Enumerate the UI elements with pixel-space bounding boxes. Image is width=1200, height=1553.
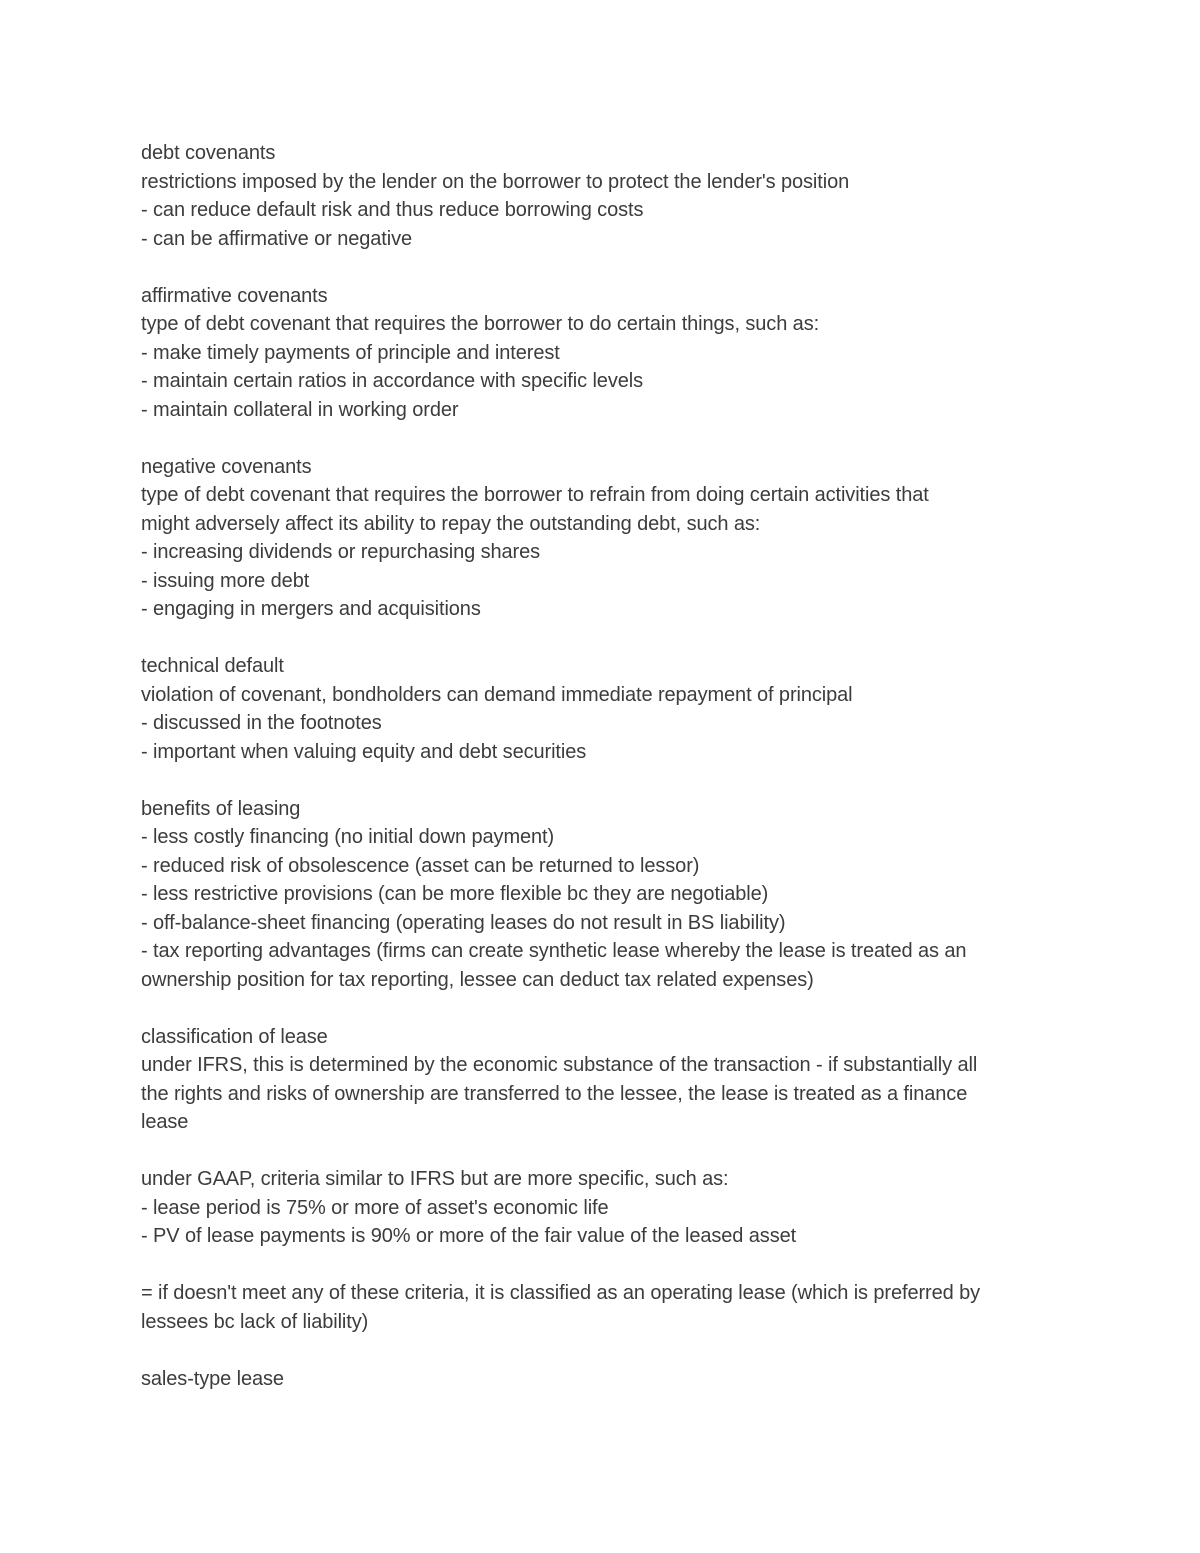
- text-line: violation of covenant, bondholders can demand immediate repayment of principal: [141, 683, 853, 706]
- blank-line: [141, 1251, 1081, 1280]
- blank-line: [141, 1137, 1081, 1166]
- text-line: lessees bc lack of liability): [141, 1310, 369, 1333]
- text-line: - lease period is 75% or more of asset's economic life: [141, 1196, 609, 1219]
- document-page: [141, 139, 1081, 1393]
- text-line: technical default: [141, 655, 284, 677]
- text-line: - maintain certain ratios in accordance with specific levels: [141, 370, 643, 392]
- text-line: affirmative covenants: [141, 284, 328, 307]
- text-line: - reduced risk of obsolescence (asset can be returned to lessor): [141, 854, 700, 877]
- text-line: classification of lease: [141, 1025, 328, 1048]
- text-line: negative covenants: [141, 455, 312, 478]
- text-line: - can be affirmative or negative: [141, 227, 413, 250]
- text-line: under IFRS, this is determined by the economic substance of the transaction - if substantially all: [141, 1054, 978, 1076]
- text-line: - increasing dividends or repurchasing shares: [141, 541, 541, 563]
- text-line: - discussed in the footnotes: [141, 712, 382, 734]
- text-line: - issuing more debt: [141, 569, 310, 592]
- text-line: - important when valuing equity and debt securities: [141, 740, 587, 763]
- text-line: = if doesn't meet any of these criteria, it is classified as an operating lease (which is preferred by: [141, 1282, 981, 1304]
- text-line: - off-balance-sheet financing (operating leases do not result in BS liability): [141, 911, 786, 934]
- text-line: lease: [141, 1111, 189, 1133]
- text-line: - less restrictive provisions (can be more flexible bc they are negotiable): [141, 883, 769, 905]
- text-line: - tax reporting advantages (firms can create synthetic lease whereby the lease is treated as an: [141, 940, 967, 962]
- text-line: - maintain collateral in working order: [141, 398, 459, 421]
- blank-line: [141, 253, 1081, 282]
- blank-line: [141, 766, 1081, 795]
- text-line: restrictions imposed by the lender on the borrower to protect the lender's position: [141, 170, 850, 193]
- text-line: - less costly financing (no initial down payment): [141, 826, 555, 848]
- text-line: debt covenants: [141, 142, 276, 164]
- text-line: sales-type lease: [141, 1367, 284, 1390]
- blank-line: [141, 624, 1081, 653]
- text-line: type of debt covenant that requires the borrower to refrain from doing certain activities that: [141, 484, 929, 506]
- blank-line: [141, 424, 1081, 453]
- text-line: ownership position for tax reporting, lessee can deduct tax related expenses): [141, 968, 814, 991]
- text-line: - make timely payments of principle and interest: [141, 341, 560, 364]
- blank-line: [141, 1336, 1081, 1365]
- text-line: - engaging in mergers and acquisitions: [141, 598, 481, 620]
- text-line: - PV of lease payments is 90% or more of the fair value of the leased asset: [141, 1225, 797, 1247]
- text-line: type of debt covenant that requires the borrower to do certain things, such as:: [141, 313, 820, 335]
- blank-line: [141, 994, 1081, 1023]
- text-line: benefits of leasing: [141, 797, 301, 820]
- text-line: - can reduce default risk and thus reduce borrowing costs: [141, 199, 644, 221]
- text-line: under GAAP, criteria similar to IFRS but are more specific, such as:: [141, 1168, 729, 1190]
- text-line: the rights and risks of ownership are transferred to the lessee, the lease is treated as a finance: [141, 1082, 968, 1105]
- text-line: might adversely affect its ability to repay the outstanding debt, such as:: [141, 512, 761, 535]
